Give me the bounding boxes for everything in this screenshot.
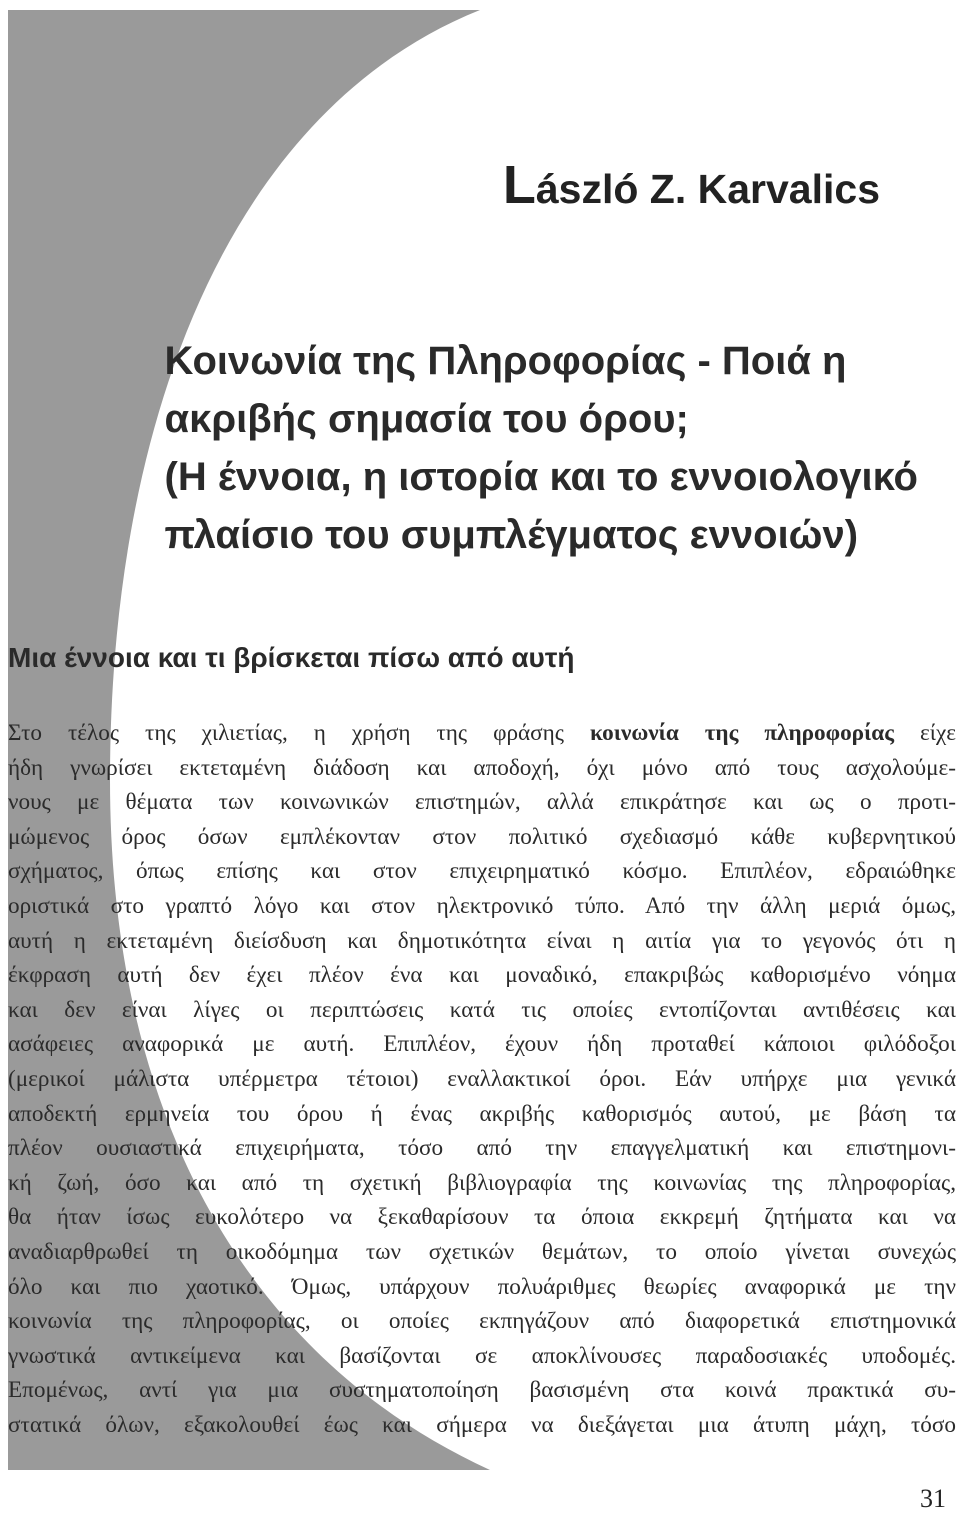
body-line: όλο και πιο χαοτικό. Όμως, υπάρχουν πολυάριθμες θεωρίες αναφορικά με την (8, 1273, 956, 1300)
body-line: σχήματος, όπως επίσης και στον επιχειρηματικό κόσμο. Επιπλέον, εδραιώθηκε (8, 858, 956, 885)
page-number: 31 (920, 1484, 946, 1513)
title-line: ακριβής σημασία του όρου; (164, 397, 689, 441)
body-line: και δεν είναι λίγες οι περιπτώσεις κατά τις οποίες εντοπίζονται αντιθέσεις και (8, 996, 956, 1023)
body-line: Επομένως, αντί για μια συστηματοποίηση βασισμένη στα κοινά πρακτικά συ- (8, 1377, 956, 1404)
body-line: κοινωνία της πληροφορίας, οι οποίες εκπηγάζουν από διαφορετικά επιστημονικά (8, 1308, 956, 1335)
title-line: πλαίσιο του συμπλέγματος εννοιών) (164, 513, 859, 557)
body-line (8, 716, 956, 751)
body-text-run: είχε (894, 720, 956, 746)
body-line: ασάφειες αναφορικά με αυτή. Επιπλέον, έχουν ήδη προταθεί κάποιοι φιλόδοξοι (8, 1031, 956, 1058)
body-line: στατικά όλων, εξακολουθεί έως και σήμερα να διεξάγεται μια άτυπη μάχη, τόσο (8, 1411, 956, 1438)
title-line: (Η έννοια, η ιστορία και το εννοιολογικό (164, 455, 918, 499)
body-line: αυτή η εκτεταμένη διείσδυση και δημοτικότητα είναι η αιτία για το γεγονός ότι η (8, 927, 956, 954)
author-name-rest: ászló Z. Karvalics (535, 166, 880, 212)
body-line: αποδεκτή ερμηνεία του όρου ή ένας ακριβής καθορισμός αυτού, με βάση τα (8, 1100, 956, 1127)
body-line: μώμενος όρος όσων εμπλέκονταν στον πολιτικό σχεδιασμό κάθε κυβερνητικού (8, 823, 956, 850)
body-line: (μερικοί μάλιστα υπέρμετρα τέτοιοι) εναλλακτικοί όροι. Εάν υπήρχε μια γενικά (8, 1065, 956, 1092)
author-name (502, 155, 880, 215)
body-line: νους με θέματα των κοινωνικών επιστημών, αλλά επικράτησε και ως ο προτι- (8, 789, 956, 816)
body-line: γνωστικά αντικείμενα και βασίζονται σε αποκλίνουσες παραδοσιακές υποδομές. (8, 1342, 956, 1369)
chapter-title (165, 332, 918, 564)
body-line: θα ήταν ίσως ευκολότερο να ξεκαθαρίσουν τα όποια εκκρεμή ζητήματα και να (8, 1204, 956, 1231)
body-line: κή ζωή, όσο και από τη σχετική βιβλιογραφία της κοινωνίας της πληροφορίας, (8, 1169, 956, 1196)
body-line: ήδη γνωρίσει εκτεταμένη διάδοση και αποδοχή, όχι μόνο από τους ασχολούμε- (8, 754, 956, 781)
body-line: έκφραση αυτή δεν έχει πλέον ένα και μοναδικό, επακριβώς καθορισμένο νόημα (8, 962, 956, 989)
body-line: αναδιαρθρωθεί τη οικοδόμημα των σχετικών θεμάτων, το οποίο γίνεται συνεχώς (8, 1238, 956, 1265)
body-text-run: Στο τέλος της χιλιετίας, η χρήση της φράσης (8, 720, 590, 746)
emphasized-term: κοινωνία της πληροφορίας (589, 720, 895, 746)
body-line: πλέον ουσιαστικά επιχειρήματα, τόσο από την επαγγελματική και επιστημονι- (8, 1135, 956, 1162)
author-initial: L (502, 155, 536, 215)
body-paragraph (8, 716, 956, 1442)
section-subheading: Μια έννοια και τι βρίσκεται πίσω από αυτή (8, 642, 575, 673)
body-line: οριστικά στο γραπτό λόγο και στον ηλεκτρονικό τύπο. Από την άλλη μεριά όμως, (8, 892, 956, 919)
title-line: Κοινωνία της Πληροφορίας - Ποιά η (164, 339, 847, 383)
